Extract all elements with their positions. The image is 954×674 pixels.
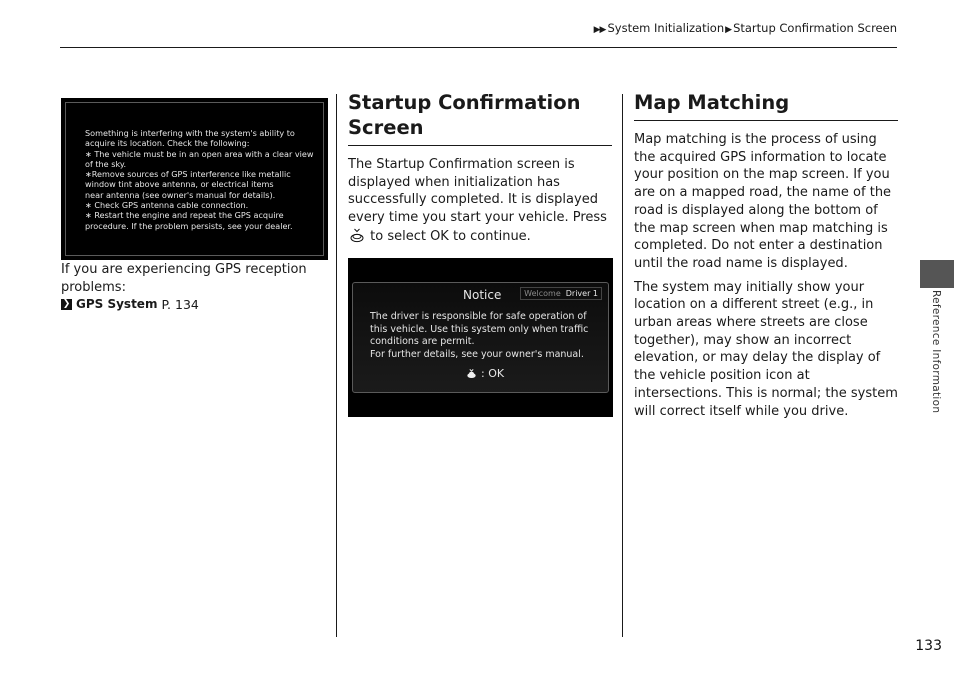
section-tab bbox=[920, 260, 954, 288]
gps-message-line: ∗ The vehicle must be in an open area with a clear view bbox=[85, 148, 314, 159]
startup-section bbox=[348, 90, 612, 246]
gps-message-line: of the sky. bbox=[85, 158, 127, 169]
gps-system-xref[interactable] bbox=[61, 296, 329, 314]
gps-interference-screen bbox=[61, 98, 328, 260]
gps-message-line: window tint above antenna, or electrical items bbox=[85, 179, 274, 190]
xref-page[interactable]: P. 134 bbox=[161, 297, 199, 313]
startup-text-3: to continue. bbox=[448, 228, 531, 244]
startup-ok-label: OK bbox=[430, 228, 449, 244]
gps-message-line: acquire its location. Check the following: bbox=[85, 138, 250, 149]
gps-message-line: ∗ Restart the engine and repeat the GPS acquire bbox=[85, 210, 284, 221]
header-rule bbox=[60, 47, 897, 48]
gps-note-text: If you are experiencing GPS reception problems: bbox=[61, 262, 307, 295]
column-divider-left bbox=[336, 94, 337, 637]
driver-label: Driver 1 bbox=[565, 289, 598, 298]
notice-title: Notice bbox=[463, 288, 502, 302]
notice-dialog bbox=[352, 282, 609, 393]
gps-screen-message bbox=[65, 102, 324, 256]
notice-ok-label: : OK bbox=[481, 367, 505, 380]
notice-line: this vehicle. Use this system only when traffic bbox=[370, 323, 589, 335]
gps-reception-note bbox=[61, 261, 329, 314]
gps-message-line: near antenna (see owner's manual for details). bbox=[85, 189, 276, 200]
side-section-label: Reference Information bbox=[930, 290, 942, 414]
startup-paragraph bbox=[348, 156, 612, 246]
gps-message-line: ∗ Check GPS antenna cable connection. bbox=[85, 200, 249, 211]
startup-text-2: to select bbox=[366, 228, 431, 244]
interface-dial-icon bbox=[349, 227, 365, 243]
notice-line: For further details, see your owner's manual. bbox=[370, 348, 584, 360]
breadcrumb bbox=[594, 21, 897, 35]
notice-ok-button[interactable] bbox=[465, 367, 504, 380]
column-divider-right bbox=[622, 94, 623, 637]
welcome-label: Welcome bbox=[524, 289, 561, 298]
welcome-driver-badge bbox=[520, 287, 602, 300]
map-matching-paragraph: Map matching is the process of using the acquired GPS information to locate your position on the map screen. If you are on a mapped road, the name of the road is displayed along the bottom of the map screen when map matching is completed. Do not enter a destination until the road name is displayed. bbox=[634, 132, 892, 271]
breadcrumb-topic: Startup Confirmation Screen bbox=[733, 21, 897, 35]
breadcrumb-separator-icon: ▶ bbox=[725, 25, 733, 35]
breadcrumb-arrow-icon: ▶▶ bbox=[593, 25, 606, 35]
notice-line: The driver is responsible for safe operation of bbox=[370, 311, 587, 322]
startup-notice-screen bbox=[348, 258, 613, 417]
startup-text-1: The Startup Confirmation screen is displayed when initialization has successfully completed. It is displayed every time you start your vehicle. Press bbox=[348, 157, 607, 226]
xref-label[interactable]: GPS System bbox=[76, 297, 158, 312]
notice-body bbox=[370, 311, 610, 361]
map-matching-heading: Map Matching bbox=[634, 90, 898, 121]
interface-dial-icon bbox=[466, 368, 477, 379]
map-matching-section bbox=[634, 90, 898, 420]
notice-line: conditions are permit. bbox=[370, 336, 475, 348]
gps-message-line: procedure. If the problem persists, see your dealer. bbox=[85, 220, 293, 231]
map-matching-paragraph: The system may initially show your location on a different street (e.g., in urban areas where streets are close together), may show an incorrect elevation, or may delay the display of the vehicle position icon at intersections. This is normal; the system will correct itself while you drive. bbox=[634, 279, 898, 419]
breadcrumb-section[interactable]: System Initialization bbox=[607, 21, 725, 35]
xref-arrow-icon: ❯ bbox=[62, 299, 71, 310]
gps-message-line: Something is interfering with the system's ability to bbox=[85, 128, 295, 138]
page-number: 133 bbox=[915, 638, 942, 654]
startup-heading: Startup Confirmation Screen bbox=[348, 90, 612, 146]
gps-message-line: ∗Remove sources of GPS interference like metallic bbox=[85, 169, 291, 180]
